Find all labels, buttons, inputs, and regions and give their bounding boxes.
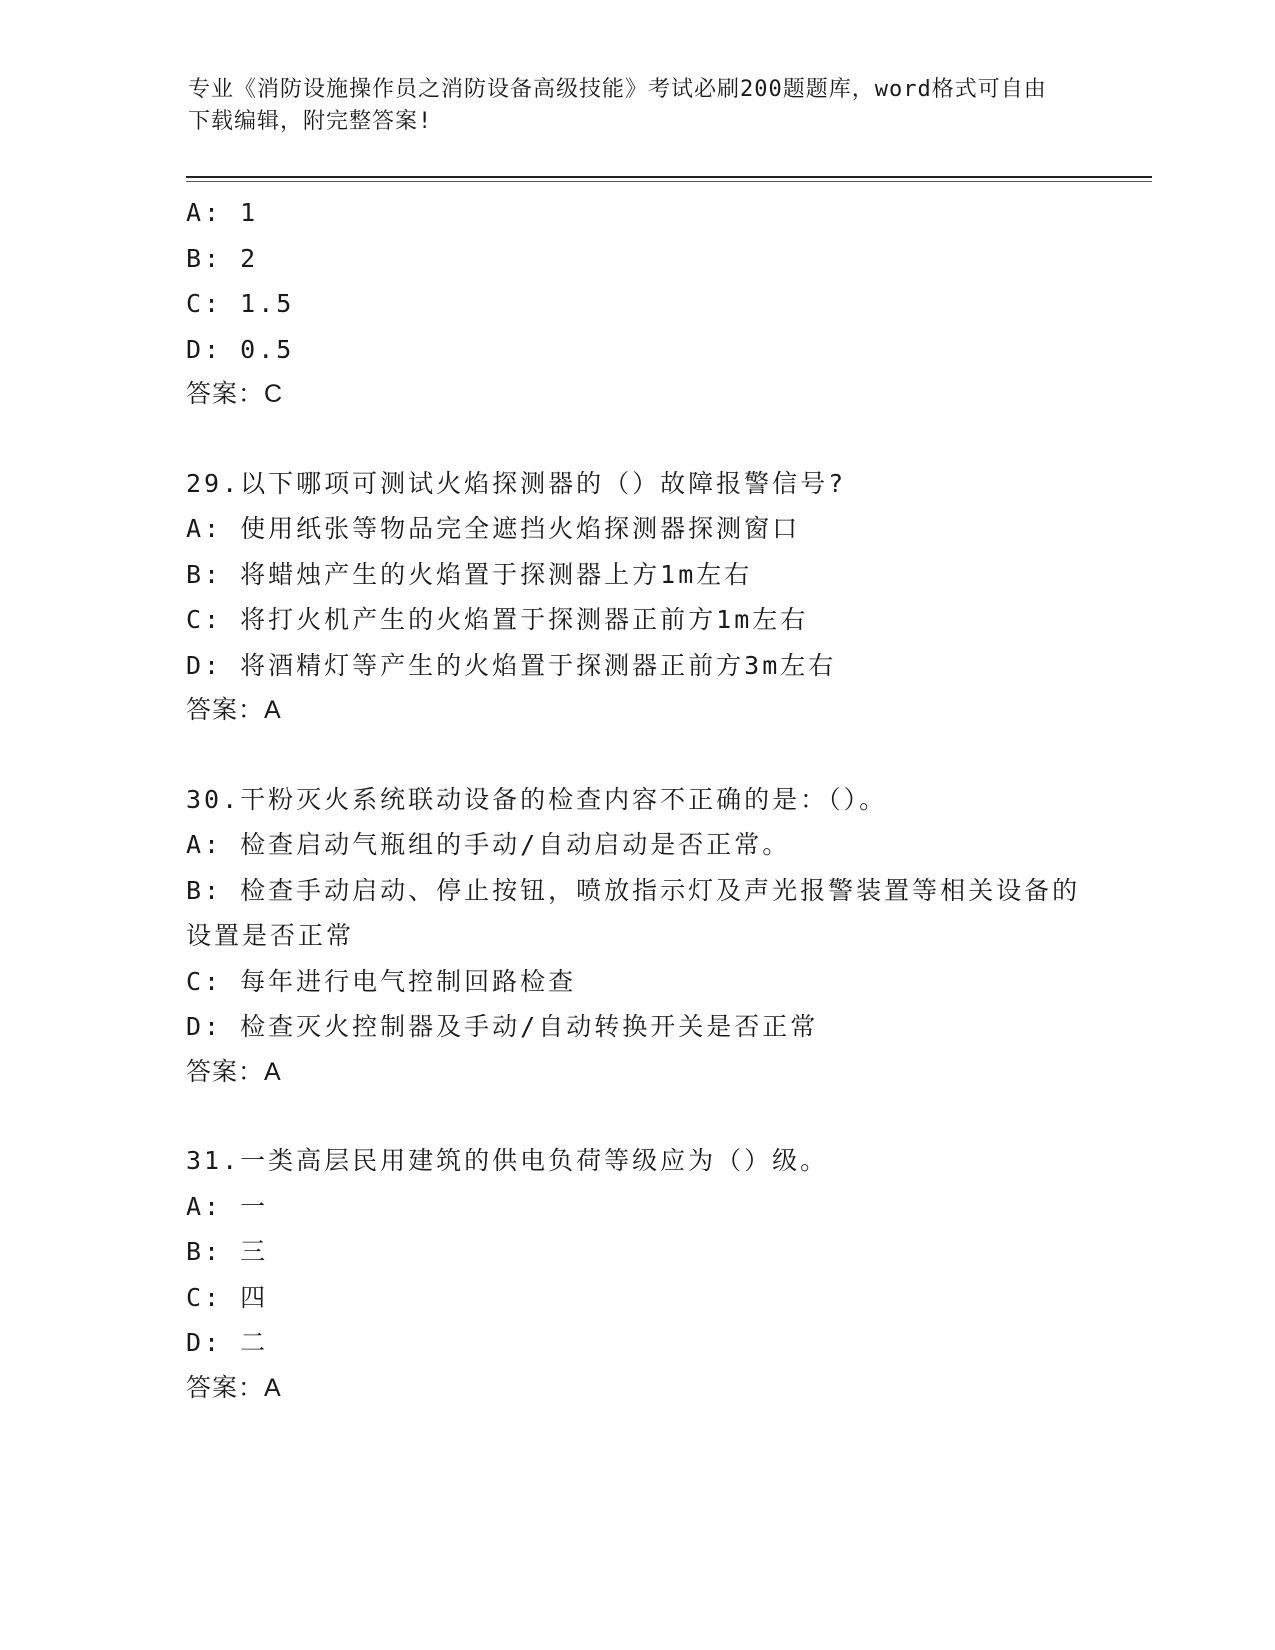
- header-divider-thick: [186, 176, 1152, 178]
- question-block-31: [186, 1138, 1086, 1411]
- question-text: 31.一类高层民用建筑的供电负荷等级应为（）级。: [186, 1146, 829, 1175]
- answer-line: 答案：C: [186, 380, 284, 408]
- option-c: C: 四: [186, 1282, 269, 1312]
- option-b: B: 检查手动启动、停止按钮，喷放指示灯及声光报警装置等相关设备的设置是否正常: [186, 875, 1081, 950]
- option-d: D: 将酒精灯等产生的火焰置于探测器正前方3m左右: [186, 650, 837, 680]
- option-d: D: 0.5: [186, 334, 295, 364]
- option-d: D: 二: [186, 1328, 269, 1357]
- question-block-30: [186, 777, 1086, 1096]
- option-b: B: 将蜡烛产生的火焰置于探测器上方1m左右: [186, 559, 753, 589]
- option-a: A: 检查启动气瓶组的手动/自动启动是否正常。: [186, 830, 791, 859]
- answer-line: 答案：A: [186, 696, 282, 724]
- question-text: 29.以下哪项可测试火焰探测器的（）故障报警信号?: [186, 468, 847, 498]
- option-c: C: 每年进行电气控制回路检查: [186, 966, 577, 996]
- question-text: 30.干粉灭火系统联动设备的检查内容不正确的是：（）。: [186, 784, 888, 814]
- option-c: C: 1.5: [186, 289, 295, 318]
- answer-line: 答案：A: [186, 1373, 282, 1402]
- spacer: [186, 1095, 1086, 1138]
- header-intro-text: 专业《消防设施操作员之消防设备高级技能》考试必刷200题题库，word格式可自由下载编辑，附完整答案!: [188, 77, 1047, 134]
- header-divider-thin: [186, 181, 1152, 182]
- spacer: [186, 734, 1086, 777]
- document-header: [188, 74, 1068, 138]
- option-b: B: 三: [186, 1237, 269, 1266]
- spacer: [186, 418, 1086, 461]
- option-c: C: 将打火机产生的火焰置于探测器正前方1m左右: [186, 605, 809, 634]
- option-a: A: 一: [186, 1191, 269, 1221]
- option-d: D: 检查灭火控制器及手动/自动转换开关是否正常: [186, 1012, 819, 1041]
- question-content: [186, 190, 1086, 1411]
- answer-line: 答案：A: [186, 1057, 282, 1086]
- option-b: B: 2: [186, 243, 259, 273]
- option-a: A: 使用纸张等物品完全遮挡火焰探测器探测窗口: [186, 514, 801, 543]
- option-a: A: 1: [186, 198, 259, 227]
- question-block-prev: [186, 190, 1086, 418]
- question-block-29: [186, 461, 1086, 734]
